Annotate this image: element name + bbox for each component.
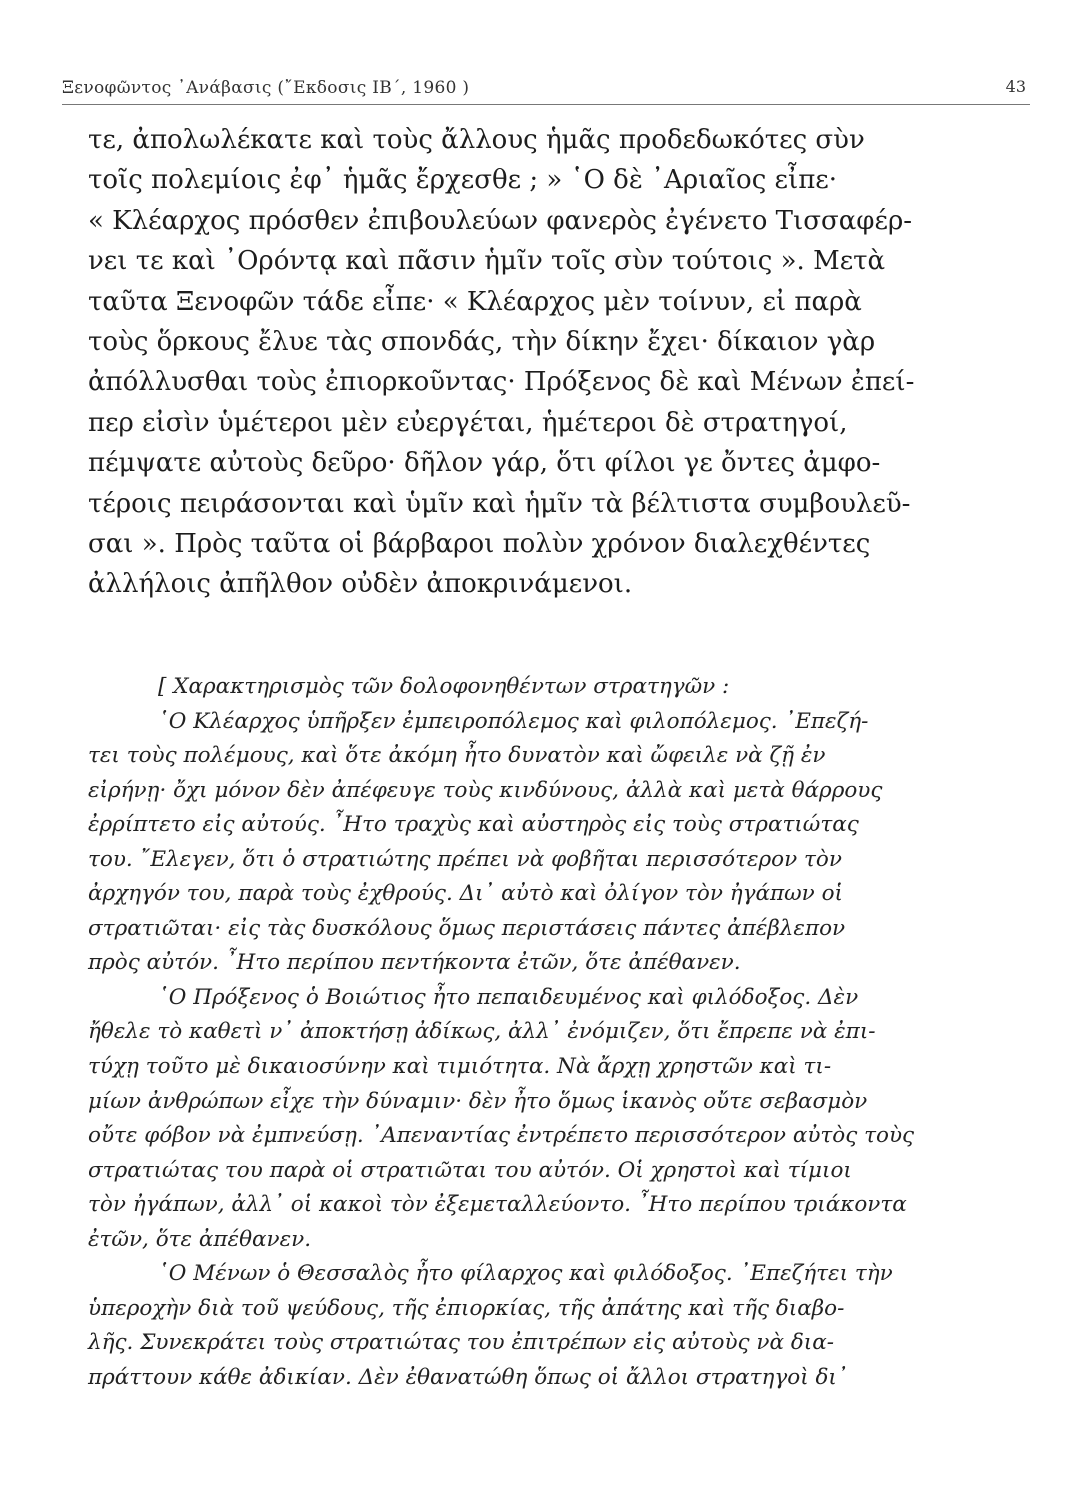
commentary-line: ἐρρίπτετο εἰς αὐτούς. ῏Ητο τραχὺς καὶ αὐστηρὸς εἰς τοὺς στρατιώτας	[88, 812, 859, 838]
main-text-line: τοῖς πολεμίοις ἐφ᾿ ἡμᾶς ἔρχεσθε ; » ῾Ο δὲ ᾿Αριαῖος εἶπε·	[88, 165, 838, 196]
commentary-line: ῾Ο Κλέαρχος ὑπῆρξεν ἐμπειροπόλεμος καὶ φιλοπόλεμος. ᾿Επεζή-	[158, 708, 869, 734]
commentary-line: στρατιώτας του παρὰ οἱ στρατιῶται του αὐτόν. Οἱ χρηστοὶ καὶ τίμιοι	[88, 1157, 852, 1183]
commentary-line: ἀρχηγόν του, παρὰ τοὺς ἐχθρούς. Δι᾿ αὐτὸ καὶ ὀλίγον τὸν ἠγάπων οἱ	[88, 881, 843, 907]
page-number: 43	[1005, 77, 1026, 96]
main-text-line: νει τε καὶ ᾿Ορόντᾳ καὶ πᾶσιν ἡμῖν τοῖς σὺν τούτοις ». Μετὰ	[88, 246, 886, 277]
commentary-section	[88, 670, 948, 1395]
commentary-line: μίων ἀνθρώπων εἶχε τὴν δύναμιν· δὲν ἦτο ὅμως ἱκανὸς οὔτε σεβασμὸν	[88, 1088, 868, 1114]
commentary-line: ἤθελε τὸ καθετὶ ν᾿ ἀποκτήσῃ ἀδίκως, ἀλλ᾿ ἐνόμιζεν, ὅτι ἔπρεπε νὰ ἐπι-	[88, 1019, 876, 1045]
main-text-line: περ εἰσὶν ὑμέτεροι μὲν εὐεργέται, ἡμέτεροι δὲ στρατηγοί,	[88, 407, 848, 438]
main-text-line: τέροις πειράσονται καὶ ὑμῖν καὶ ἡμῖν τὰ βέλτιστα συμβουλεῦ-	[88, 488, 911, 519]
main-text-line: τοὺς ὅρκους ἔλυε τὰς σπονδάς, τὴν δίκην ἔχει· δίκαιον γὰρ	[88, 327, 876, 358]
main-text-line: πέμψατε αὐτοὺς δεῦρο· δῆλον γάρ, ὅτι φίλοι γε ὄντες ἀμφο-	[88, 448, 881, 479]
commentary-line: του. ῎Ελεγεν, ὅτι ὁ στρατιώτης πρέπει νὰ φοβῆται περισσότερον τὸν	[88, 846, 842, 872]
main-text-line: τε, ἀπολωλέκατε καὶ τοὺς ἄλλους ἡμᾶς προδεδωκότες σὺν	[88, 125, 865, 155]
main-text-line: ἀπόλλυσθαι τοὺς ἐπιορκοῦντας· Πρόξενος δὲ καὶ Μένων ἐπεί-	[88, 367, 915, 398]
commentary-line: τύχῃ τοῦτο μὲ δικαιοσύνην καὶ τιμιότητα. Νὰ ἄρχῃ χρηστῶν καὶ τι-	[88, 1054, 832, 1080]
commentary-line: πρὸς αὐτόν. ῏Ητο περίπου πεντήκοντα ἐτῶν, ὅτε ἀπέθανεν.	[88, 950, 741, 976]
commentary-line: πράττουν κάθε ἀδικίαν. Δὲν ἐθανατώθη ὅπως οἱ ἄλλοι στρατηγοὶ δι᾿	[88, 1364, 848, 1390]
commentary-line: οὔτε φόβον νὰ ἐμπνεύσῃ. ᾿Απεναντίας ἐντρέπετο περισσότερον αὐτὸς τοὺς	[88, 1123, 915, 1149]
commentary-heading: [ Χαρακτηρισμὸς τῶν δολοφονηθέντων στρατηγῶν :	[158, 674, 730, 699]
main-text-line: « Κλέαρχος πρόσθεν ἐπιβουλεύων φανερὸς ἐγένετο Τισσαφέρ-	[88, 205, 913, 236]
running-head	[62, 74, 1030, 105]
commentary-line: λῆς. Συνεκράτει τοὺς στρατιώτας του ἐπιτρέπων εἰς αὐτοὺς νὰ δια-	[88, 1330, 834, 1356]
commentary-line: ὑπεροχὴν διὰ τοῦ ψεύδους, τῆς ἐπιορκίας, τῆς ἀπάτης καὶ τῆς διαβο-	[88, 1295, 845, 1321]
main-text-line: ἀλλήλοις ἀπῆλθον οὐδὲν ἀποκρινάμενοι.	[88, 569, 633, 600]
commentary-line: στρατιῶται· εἰς τὰς δυσκόλους ὅμως περιστάσεις πάντες ἀπέβλεπον	[88, 915, 846, 941]
commentary-line: τει τοὺς πολέμους, καὶ ὅτε ἀκόμη ἦτο δυνατὸν καὶ ὤφειλε νὰ ζῇ ἐν	[88, 743, 826, 769]
book-title: Ξενοφῶντος ᾿Ανάβασις (῎Εκδοσις ΙΒ΄, 1960 )	[62, 78, 470, 98]
commentary-line: ῾Ο Μένων ὁ Θεσσαλὸς ἦτο φίλαρχος καὶ φιλόδοξος. ᾿Επεζήτει τὴν	[158, 1261, 893, 1287]
main-text-line: ταῦτα Ξενοφῶν τάδε εἶπε· « Κλέαρχος μὲν τοίνυν, εἰ παρὰ	[88, 286, 862, 317]
commentary-line: τὸν ἠγάπων, ἀλλ᾿ οἱ κακοὶ τὸν ἐξεμεταλλεύοντο. ῏Ητο περίπου τριάκοντα	[88, 1192, 907, 1218]
commentary-body	[88, 705, 948, 1396]
main-text-passage	[88, 120, 944, 605]
commentary-line: ῾Ο Πρόξενος ὁ Βοιώτιος ἦτο πεπαιδευμένος καὶ φιλόδοξος. Δὲν	[158, 984, 859, 1010]
commentary-line: εἰρήνῃ· ὄχι μόνον δὲν ἀπέφευγε τοὺς κινδύνους, ἀλλὰ καὶ μετὰ θάρρους	[88, 777, 883, 803]
commentary-line: ἐτῶν, ὅτε ἀπέθανεν.	[88, 1226, 312, 1252]
main-text-line: σαι ». Πρὸς ταῦτα οἱ βάρβαροι πολὺν χρόνον διαλεχθέντες	[88, 529, 871, 560]
